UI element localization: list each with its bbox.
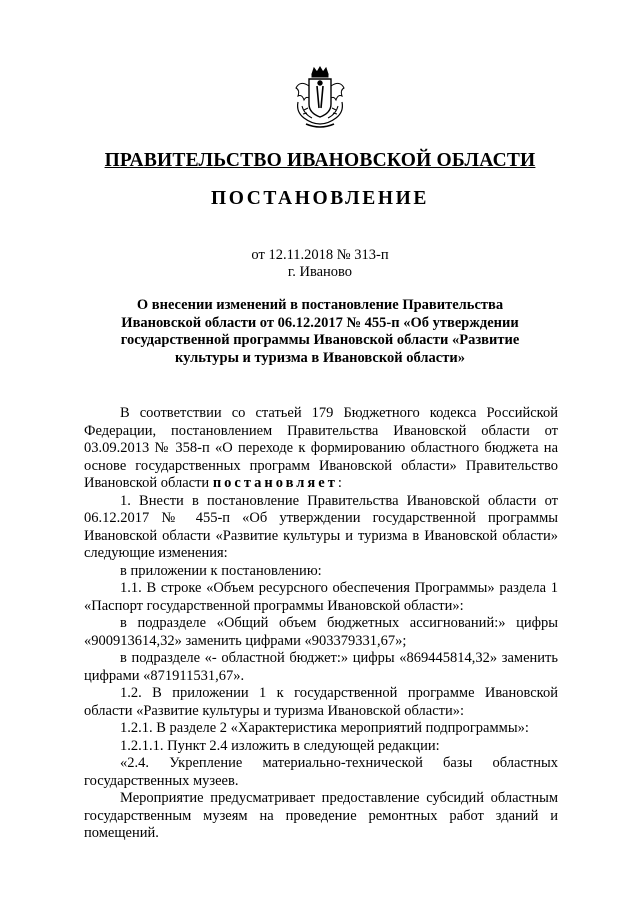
paragraph-9: «2.4. Укрепление материально-технической базы областных государственных музеев.: [84, 755, 558, 789]
title-line: государственной программы Ивановской области «Развитие: [120, 332, 520, 348]
title-line: Ивановской области от 06.12.2017 № 455-п «Об утверждении: [121, 314, 519, 331]
paragraph-2: в приложении к постановлению:: [120, 562, 322, 579]
paragraph-3: 1.1. В строке «Объем ресурсного обеспечения Программы» раздела 1 «Паспорт государственной программы Ивановской области»:: [84, 580, 558, 614]
paragraph-4: в подразделе «Общий объем бюджетных ассигнований:» цифры «900913614,32» заменить цифрами «903379331,67»;: [84, 615, 558, 649]
government-name: ПРАВИТЕЛЬСТВО ИВАНОВСКОЙ ОБЛАСТИ: [104, 150, 536, 171]
document-body: [84, 405, 558, 843]
document-title: [0, 297, 640, 367]
resolves-word: постановляет: [212, 475, 338, 491]
paragraph-1: 1. Внести в постановление Правительства Ивановской области от 06.12.2017 № 455-п «Об утверждении государственной программы Ивановской области «Развитие культуры и туризма в Ивановской области» следующие изменения:: [84, 492, 558, 561]
title-line: культуры и туризма в Ивановской области»: [175, 349, 465, 366]
date-number: от 12.11.2018 № 313-п: [251, 247, 389, 263]
paragraph-10: Мероприятие предусматривает предоставление субсидий областным государственным музеям на проведение ремонтных работ зданий и помещений.: [84, 790, 558, 841]
intro-text: В соответствии со статьей 179 Бюджетного кодекса Российской Федерации, постановлением Правительства Ивановской области от 03.09.2013 № 358-п «О переходе к формированию областного бюджета на основе государственных программ Ивановской области» Правительство Ивановской области: [84, 405, 558, 491]
paragraph-5: в подразделе «- областной бюджет:» цифры «869445814,32» заменить цифрами «871911531,67».: [84, 650, 558, 684]
intro-paragraph: [84, 405, 558, 493]
paragraph-7: 1.2.1. В разделе 2 «Характеристика мероприятий подпрограммы»:: [120, 720, 529, 736]
title-line: О внесении изменений в постановление Правительства: [136, 297, 504, 313]
paragraph-6: 1.2. В приложении 1 к государственной программе Ивановской области «Развитие культуры и туризма Ивановской области»:: [84, 685, 558, 719]
coat-of-arms-icon: [292, 66, 348, 130]
paragraph-8: 1.2.1.1. Пункт 2.4 изложить в следующей редакции:: [120, 737, 440, 754]
resolves-colon: :: [337, 475, 342, 491]
city: г. Иваново: [287, 264, 353, 280]
document-type: ПОСТАНОВЛЕНИЕ: [210, 188, 430, 209]
date-block: [0, 247, 640, 281]
